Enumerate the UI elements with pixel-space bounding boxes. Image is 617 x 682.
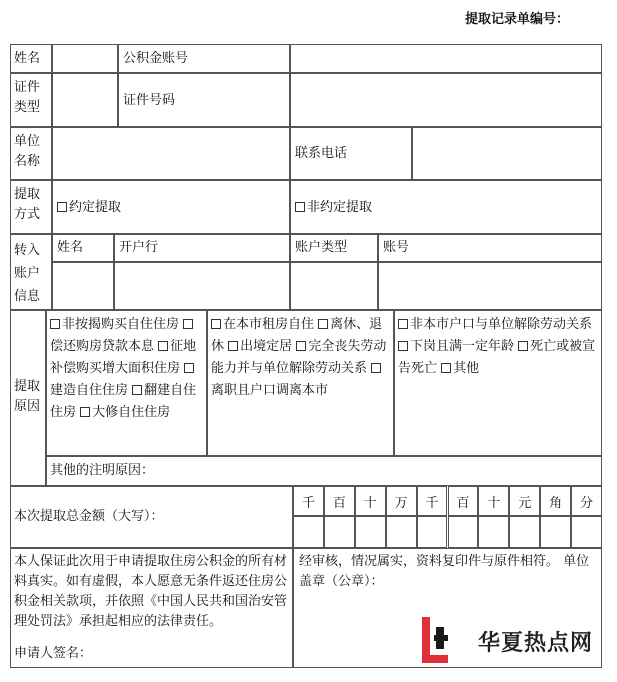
method-non-agreed-cell[interactable] <box>290 180 602 234</box>
checkbox-icon[interactable] <box>518 341 528 351</box>
amount-unit-header: 万 <box>386 486 417 516</box>
checkbox-icon[interactable] <box>80 407 90 417</box>
amount-label-cell <box>10 486 293 548</box>
checkbox-icon[interactable] <box>398 319 408 329</box>
id-number-label-cell <box>118 73 290 127</box>
amount-unit-header: 百 <box>324 486 355 516</box>
amount-digit-field[interactable] <box>509 516 540 548</box>
transfer-label-cell <box>10 234 52 310</box>
transfer-type-field[interactable] <box>290 262 378 310</box>
amount-digit-field[interactable] <box>478 516 509 548</box>
method-agreed-option[interactable]: 约定提取 <box>57 199 121 217</box>
reason-option[interactable]: 征地补偿购买增大面积住房 <box>50 339 197 376</box>
phone-label: 联系电话 <box>295 146 348 161</box>
transfer-acct-header: 账号 <box>378 234 602 262</box>
name-label: 姓名 <box>14 51 41 66</box>
signature-label: 申请人签名： <box>14 646 93 661</box>
method-label: 提取 方式 <box>14 187 41 222</box>
amount-unit-header: 元 <box>509 486 540 516</box>
account-label-cell <box>118 44 290 73</box>
reason-col3 <box>394 310 602 456</box>
checkbox-icon[interactable] <box>183 319 193 329</box>
id-type-field[interactable] <box>52 73 118 127</box>
applicant-pledge-cell <box>10 548 293 668</box>
amount-unit-header: 十 <box>355 486 386 516</box>
reason-option[interactable]: 死亡或被宣告死亡 <box>398 339 596 376</box>
phone-label-cell <box>290 127 412 180</box>
method-label-cell <box>10 180 52 234</box>
record-number-label: 提取记录单编号： <box>465 12 570 27</box>
transfer-bank-field[interactable] <box>114 262 290 310</box>
reason-option[interactable]: 翻建自住住房 <box>50 383 197 420</box>
name-label-cell <box>10 44 52 73</box>
reason-option[interactable]: 下岗且满一定年龄 <box>398 339 514 354</box>
method-agreed-cell[interactable] <box>52 180 290 234</box>
checkbox-icon[interactable] <box>295 202 305 212</box>
reason-option[interactable]: 非本市户口与单位解除劳动关系 <box>398 317 592 332</box>
checkbox-icon[interactable] <box>398 341 408 351</box>
phone-field[interactable] <box>412 127 602 180</box>
amount-digit-field[interactable] <box>571 516 602 548</box>
reason-option[interactable]: 完全丧失劳动能力并与单位解除劳动关系 <box>211 339 387 376</box>
checkbox-icon[interactable] <box>228 341 238 351</box>
id-type-label: 证件 类型 <box>14 80 41 115</box>
transfer-label: 转入 账户 信息 <box>14 243 41 304</box>
method-non-agreed-option[interactable]: 非约定提取 <box>295 199 372 217</box>
brand-name: 华夏热点网 <box>478 631 594 656</box>
checkbox-icon[interactable] <box>184 363 194 373</box>
transfer-type-header: 账户类型 <box>290 234 378 262</box>
amount-digit-field[interactable] <box>540 516 571 548</box>
reason-option[interactable]: 建造自住住房 <box>50 361 196 398</box>
reason-option[interactable]: 大修自住住房 <box>80 405 170 420</box>
unit-name-field[interactable] <box>52 127 290 180</box>
amount-unit-header: 千 <box>293 486 324 516</box>
transfer-name-field[interactable] <box>52 262 114 310</box>
amount-digit-field[interactable] <box>448 516 479 548</box>
id-number-field[interactable] <box>290 73 602 127</box>
reason-label-cell <box>10 310 46 486</box>
reason-col1 <box>46 310 207 456</box>
checkbox-icon[interactable] <box>296 341 306 351</box>
amount-unit-header: 角 <box>540 486 571 516</box>
checkbox-icon[interactable] <box>132 385 142 395</box>
transfer-name-header: 姓名 <box>52 234 114 262</box>
reason-option[interactable]: 偿还购房贷款本息 <box>50 317 195 354</box>
unit-review-text: 经审核，情况属实，资料复印件与原件相符。 单位盖章（公章）： <box>299 554 590 589</box>
reason-label: 提取 原因 <box>14 379 41 414</box>
id-number-label: 证件号码 <box>123 93 176 108</box>
brand-logo-icon <box>420 615 450 665</box>
amount-digit-field[interactable] <box>324 516 355 548</box>
checkbox-icon[interactable] <box>50 319 60 329</box>
amount-digit-field[interactable] <box>355 516 386 548</box>
account-label: 公积金账号 <box>123 51 189 66</box>
amount-digit-field[interactable] <box>293 516 324 548</box>
checkbox-icon[interactable] <box>158 341 168 351</box>
unit-name-label: 单位 名称 <box>14 134 41 169</box>
reason-option[interactable]: 出境定居 <box>228 339 292 354</box>
transfer-bank-header: 开户行 <box>114 234 290 262</box>
checkbox-icon[interactable] <box>371 363 381 373</box>
amount-digit-field[interactable] <box>417 516 448 548</box>
reason-option[interactable]: 其他 <box>441 361 479 376</box>
transfer-acct-field[interactable] <box>378 262 602 310</box>
reason-option[interactable]: 离职且户口调离本市 <box>211 361 383 398</box>
amount-unit-header: 分 <box>571 486 602 516</box>
amount-unit-header: 千 <box>417 486 448 516</box>
reason-option[interactable]: 离休、退休 <box>211 317 383 354</box>
other-reason-cell[interactable] <box>46 456 602 486</box>
reason-col2 <box>207 310 394 456</box>
checkbox-icon[interactable] <box>211 319 221 329</box>
account-field[interactable] <box>290 44 602 73</box>
reason-option[interactable]: 非按揭购买自住住房 <box>50 317 179 332</box>
amount-unit-header: 十 <box>478 486 509 516</box>
amount-unit-header: 百 <box>448 486 479 516</box>
checkbox-icon[interactable] <box>441 363 451 373</box>
checkbox-icon[interactable] <box>318 319 328 329</box>
other-reason-label: 其他的注明原因： <box>50 463 155 478</box>
checkbox-icon[interactable] <box>57 202 67 212</box>
applicant-pledge-text: 本人保证此次用于申请提取住房公积金的所有材料真实。如有虚假，本人愿意无条件返还住房公积金相关款项，并依照《中国人民共和国治安管理处罚法》承担起相应的法律责任。 <box>14 554 288 629</box>
unit-name-label-cell <box>10 127 52 180</box>
amount-digit-field[interactable] <box>386 516 417 548</box>
name-field[interactable] <box>52 44 118 73</box>
id-type-label-cell <box>10 73 52 127</box>
amount-label: 本次提取总金额（大写）： <box>14 509 164 524</box>
reason-option[interactable]: 在本市租房自住 <box>211 317 314 332</box>
